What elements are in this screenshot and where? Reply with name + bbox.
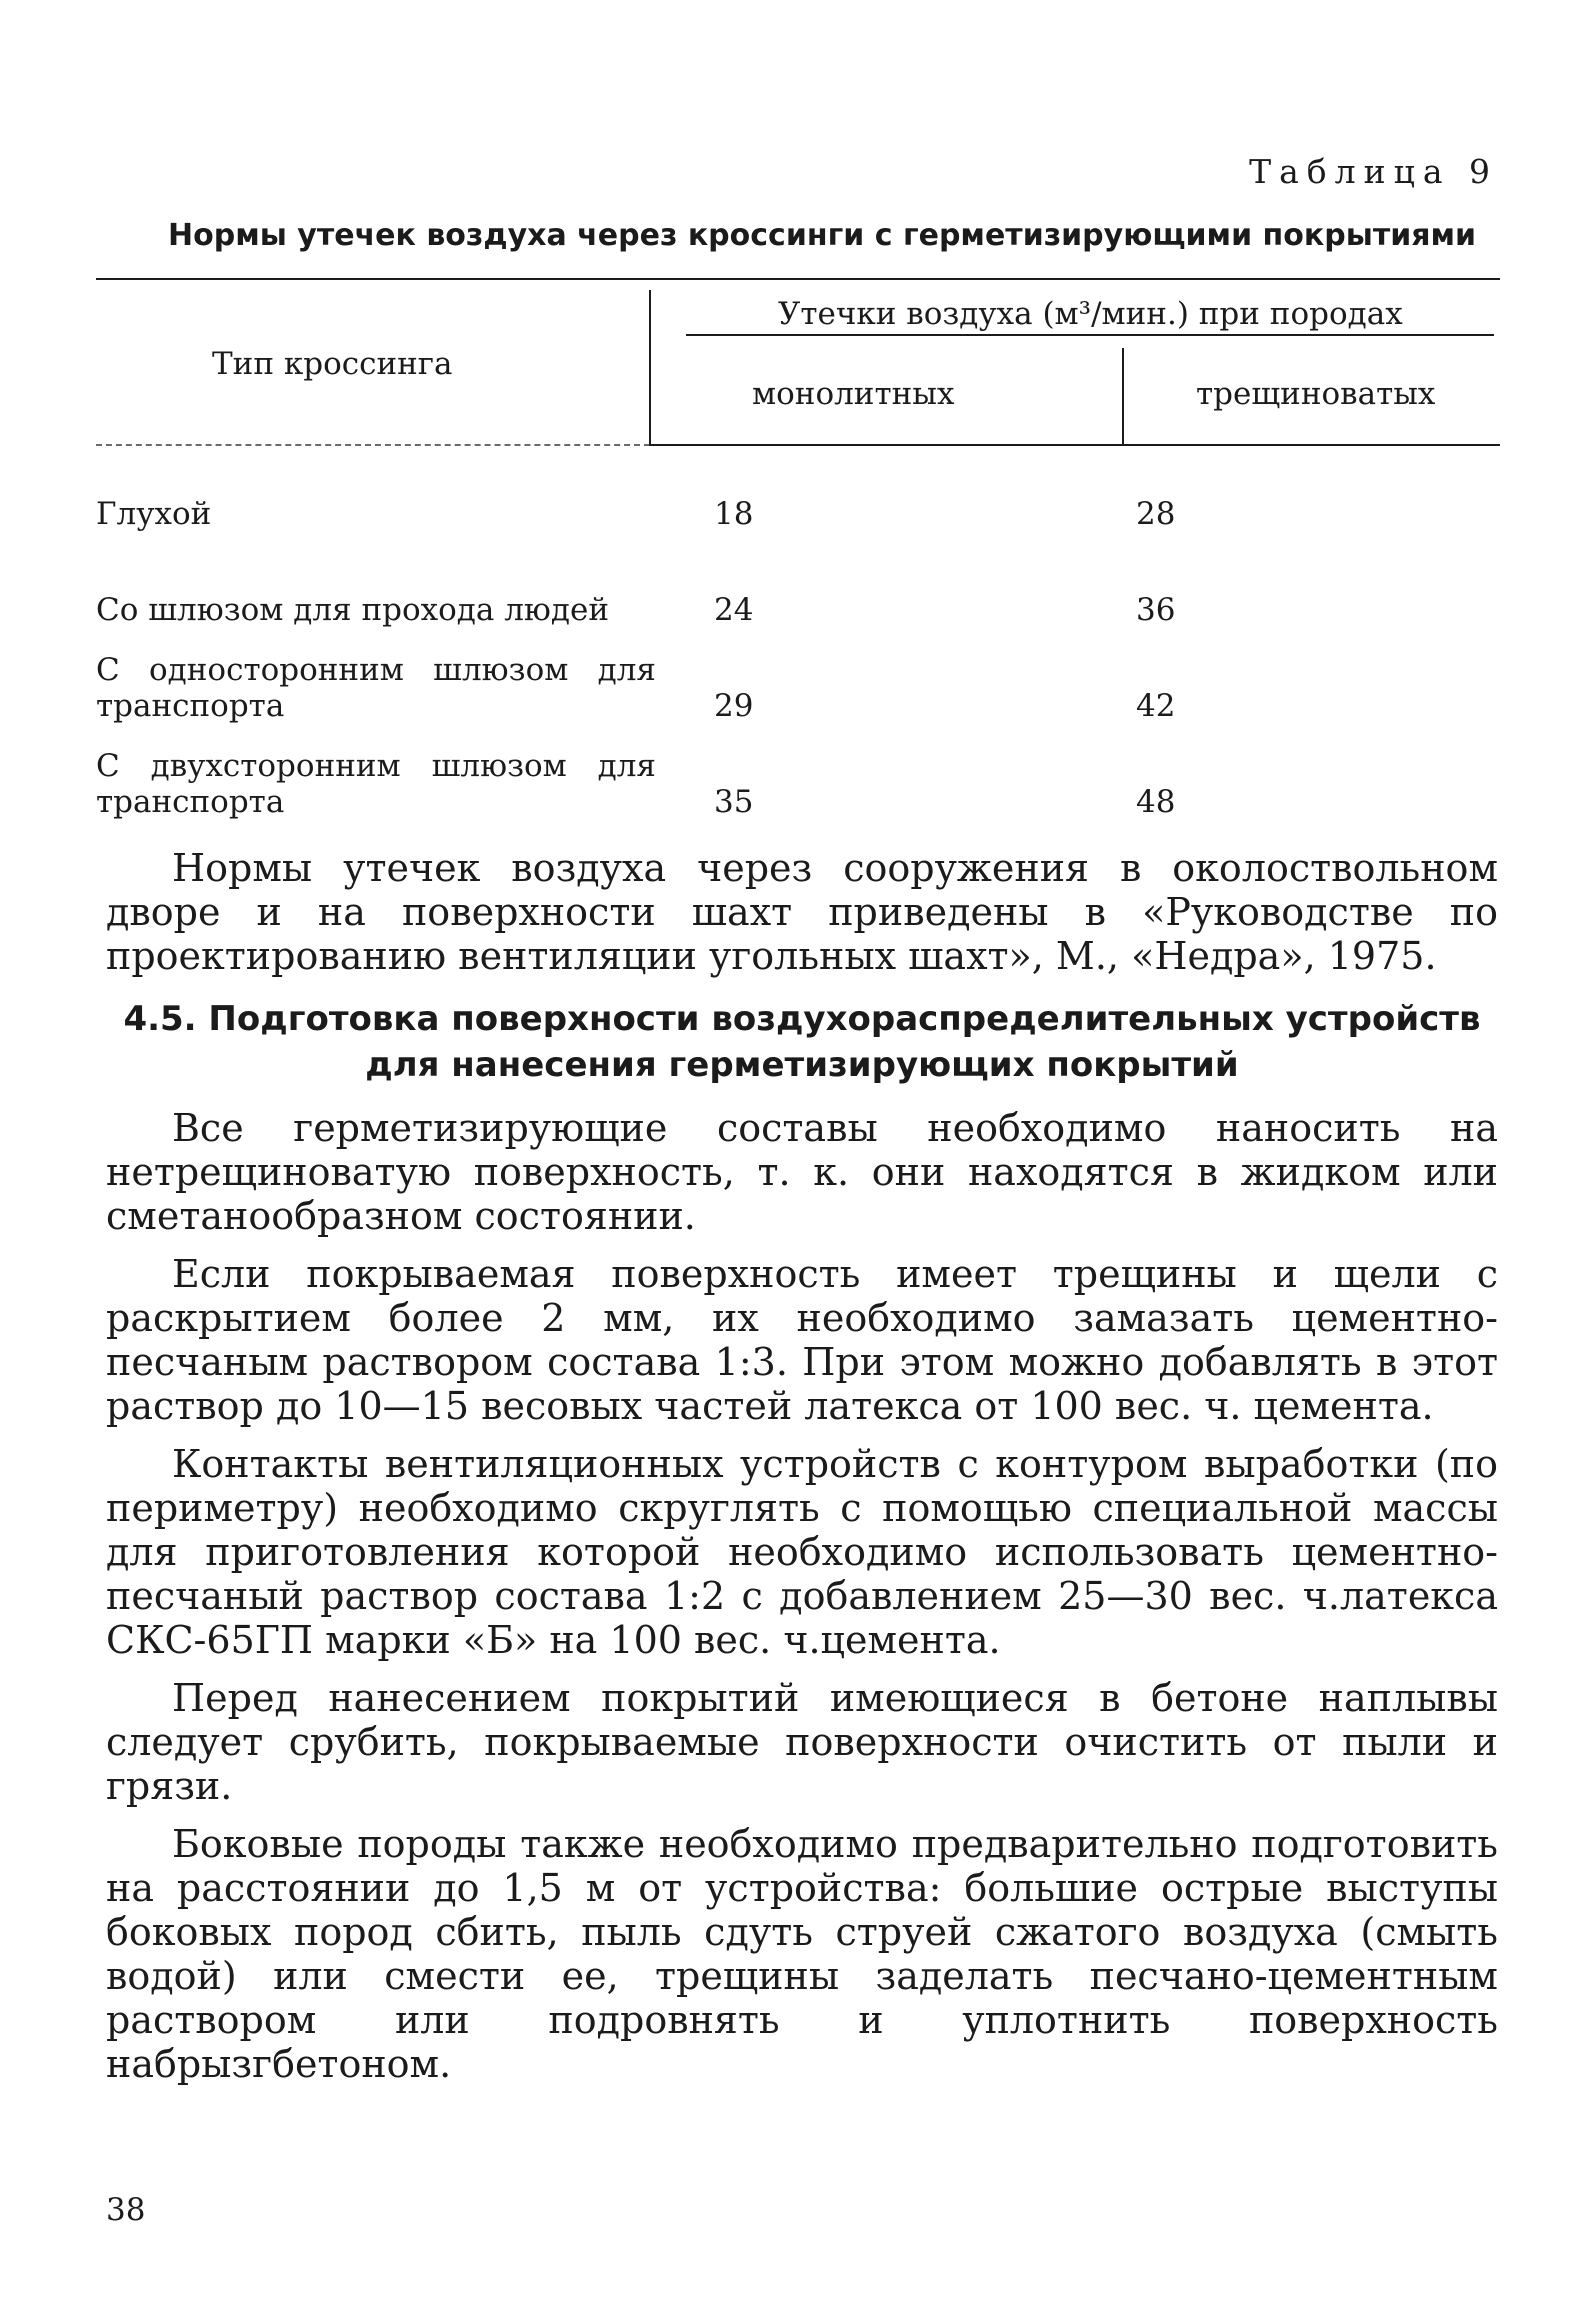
table-row (96, 478, 1496, 540)
cell-monolithic: 29 (714, 688, 754, 724)
header-crossing-type: Тип кроссинга (212, 346, 453, 382)
body-text (106, 846, 1498, 2100)
table-top-rule (96, 278, 1500, 280)
cell-monolithic: 24 (714, 592, 754, 628)
paragraph: Перед нанесением покрытий имеющиеся в бетоне наплывы следует срубить, покрываемые поверхности очистить от пыли и грязи. (106, 1676, 1498, 1808)
cell-monolithic: 18 (714, 496, 754, 532)
leakage-underline (686, 334, 1494, 336)
table-row (96, 540, 1496, 636)
cell-crossing-type: Со шлюзом для прохода людей (96, 592, 609, 628)
header-divider-main (649, 290, 651, 446)
cell-fractured: 36 (1136, 592, 1176, 628)
table-row (96, 732, 1496, 828)
header-fractured: трещиноватых (1196, 376, 1436, 412)
paragraph: Все герметизирующие составы необходимо наносить на нетрещиноватую поверхность, т. к. они находятся в жидком или сметанообразном состоянии. (106, 1106, 1498, 1238)
cell-crossing-type: Глухой (96, 496, 212, 532)
cell-crossing-type: С односторонним шлюзом для транспорта (96, 652, 656, 724)
table-title: Нормы утечек воздуха через кроссинги с герметизирующими покрытиями (168, 218, 1477, 253)
section-heading: 4.5. Подготовка поверхности воздухораспределительных устройств для нанесения герметизирующих покрытий (123, 999, 1481, 1085)
page-number: 38 (106, 2192, 146, 2228)
cell-fractured: 48 (1136, 784, 1176, 820)
intro-paragraph: Нормы утечек воздуха через сооружения в околоствольном дворе и на поверхности шахт приведены в «Руководстве по проектированию вентиляции угольных шахт», М., «Недра», 1975. (106, 846, 1498, 978)
table-body (96, 478, 1496, 828)
table-label: Таблица 9 (1249, 152, 1498, 191)
values-header-bottom-rule (650, 444, 1500, 446)
header-air-leakage: Утечки воздуха (м³/мин.) при породах (778, 296, 1403, 332)
cell-fractured: 28 (1136, 496, 1176, 532)
cell-fractured: 42 (1136, 688, 1176, 724)
table-row (96, 636, 1496, 732)
cell-crossing-type: С двухсторонним шлюзом для транспорта (96, 748, 656, 820)
paragraph: Боковые породы также необходимо предварительно подготовить на расстоянии до 1,5 м от устройства: большие острые выступы боковых пород сбить, пыль сдуть струей сжатого воздуха (смыть водой) или смести ее, трещины заделать песчано-цементным раствором или подровнять и уплотнить поверхность набрызгбетоном. (106, 1822, 1498, 2086)
header-divider-sub (1122, 348, 1124, 446)
paragraph: Контакты вентиляционных устройств с контуром выработки (по периметру) необходимо скруглять с помощью специальной массы для приготовления которой необходимо использовать цементно-песчаный раствор состава 1:2 с добавлением 25—30 вес. ч.латекса СКС-65ГП марки «Б» на 100 вес. ч.цемента. (106, 1442, 1498, 1662)
header-monolithic: монолитных (752, 376, 955, 412)
type-header-bottom-rule (96, 444, 650, 446)
paragraph: Если покрываемая поверхность имеет трещины и щели с раскрытием более 2 мм, их необходимо замазать цементно-песчаным раствором состава 1:3. При этом можно добавлять в этот раствор до 10—15 весовых частей латекса от 100 вес. ч. цемента. (106, 1252, 1498, 1428)
cell-monolithic: 35 (714, 784, 754, 820)
